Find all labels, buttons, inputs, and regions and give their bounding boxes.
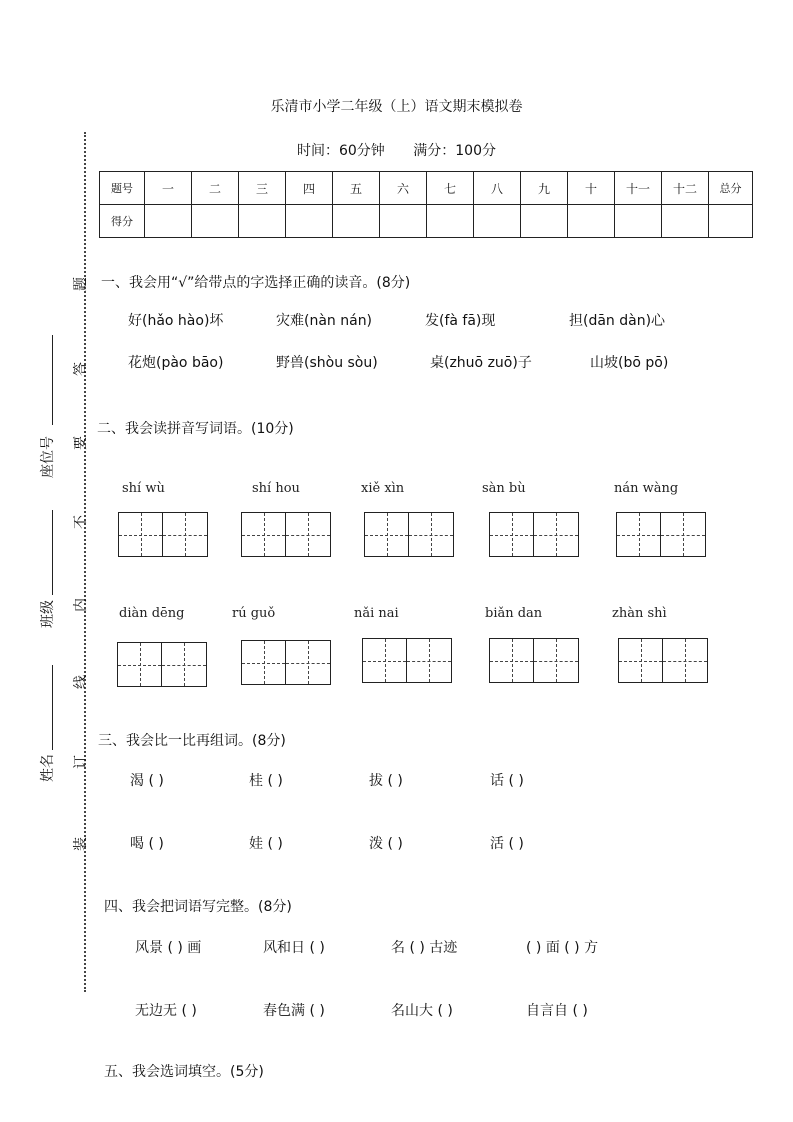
writing-grid[interactable] [241,640,331,685]
tianzige-cell[interactable] [534,512,579,557]
header-cell: 一 [145,172,192,205]
writing-grid[interactable] [489,638,579,683]
tianzige-cell[interactable] [286,512,331,557]
exam-time: 时间：60分钟 [296,143,385,159]
idiom-blank[interactable]: 名 ( ) 古迹 [391,940,458,956]
seal-char: 线 [73,675,89,689]
tianzige-cell[interactable] [286,640,331,685]
tianzige-cell[interactable] [663,638,708,683]
word-blank[interactable]: 喝 ( ) [130,836,164,852]
seal-char: 内 [73,598,89,612]
score-cell[interactable] [380,205,427,238]
seat-number-field[interactable] [52,335,53,425]
section-5-heading: 五、我会选词填空。(5分) [104,1064,264,1080]
header-cell: 六 [380,172,427,205]
pinyin-label: nán wàng [614,481,679,496]
score-row [100,205,753,238]
section-4-heading: 四、我会把词语写完整。(8分) [104,899,292,915]
header-cell: 题号 [100,172,145,205]
class-field[interactable] [52,510,53,595]
pinyin-label: shí wù [122,481,165,496]
word-blank[interactable]: 泼 ( ) [369,836,403,852]
exam-meta [0,140,793,160]
tianzige-cell[interactable] [534,638,579,683]
exam-full-score: 满分：100分 [413,143,496,159]
pinyin-label: zhàn shì [612,606,667,621]
score-cell[interactable] [192,205,239,238]
section-1-heading: 一、我会用“√”给带点的字选择正确的读音。(8分) [101,275,411,291]
header-cell: 十一 [615,172,662,205]
idiom-blank[interactable]: 自言自 ( ) [526,1003,588,1019]
word-blank[interactable]: 桂 ( ) [249,773,283,789]
score-cell[interactable] [427,205,474,238]
section-2-heading: 二、我会读拼音写词语。(10分) [97,421,294,437]
score-cell[interactable] [568,205,615,238]
tianzige-cell[interactable] [117,642,162,687]
tianzige-cell[interactable] [661,512,706,557]
score-cell[interactable] [333,205,380,238]
tianzige-cell[interactable] [489,512,534,557]
pinyin-label: shí hou [252,481,300,496]
pinyin-label: nǎi nai [354,606,399,621]
name-label: 姓名 [40,754,56,782]
tianzige-cell[interactable] [489,638,534,683]
word-blank[interactable]: 拔 ( ) [369,773,403,789]
seal-char: 不 [73,515,89,529]
class-label: 班级 [40,600,56,628]
tianzige-cell[interactable] [162,642,207,687]
pinyin-choice[interactable]: 好(hǎo hào)坏 [128,313,224,329]
pinyin-label: diàn dēng [119,606,185,621]
writing-grid[interactable] [241,512,331,557]
tianzige-cell[interactable] [618,638,663,683]
word-blank[interactable]: 话 ( ) [490,773,524,789]
header-cell: 四 [286,172,333,205]
seal-char: 要 [73,436,89,450]
tianzige-cell[interactable] [241,512,286,557]
tianzige-cell[interactable] [241,640,286,685]
writing-grid[interactable] [118,512,208,557]
binding-dotted-line [84,132,86,992]
writing-grid[interactable] [616,512,706,557]
seal-char: 答 [73,362,89,376]
writing-grid[interactable] [362,638,452,683]
header-cell: 五 [333,172,380,205]
score-cell[interactable] [239,205,286,238]
word-blank[interactable]: 活 ( ) [490,836,524,852]
pinyin-label: rú guǒ [232,606,276,621]
score-cell[interactable] [474,205,521,238]
pinyin-choice[interactable]: 发(fà fā)现 [425,313,496,329]
header-cell: 十 [568,172,615,205]
tianzige-cell[interactable] [409,512,454,557]
header-cell: 七 [427,172,474,205]
idiom-blank[interactable]: 春色满 ( ) [263,1003,325,1019]
idiom-blank[interactable]: 名山大 ( ) [391,1003,453,1019]
score-cell[interactable] [286,205,333,238]
pinyin-choice[interactable]: 山坡(bō pō) [590,355,669,371]
header-cell: 三 [239,172,286,205]
section-3-heading: 三、我会比一比再组词。(8分) [98,733,286,749]
page-title: 乐清市小学二年级（上）语文期末模拟卷 [270,99,523,115]
tianzige-cell[interactable] [362,638,407,683]
writing-grid[interactable] [489,512,579,557]
score-cell[interactable] [521,205,568,238]
word-blank[interactable]: 渴 ( ) [130,773,164,789]
seat-number-label: 座位号 [40,436,56,478]
seal-char: 订 [73,755,89,769]
tianzige-cell[interactable] [163,512,208,557]
word-blank[interactable]: 娃 ( ) [249,836,283,852]
header-cell: 总分 [709,172,753,205]
seal-char: 装 [73,837,89,851]
tianzige-cell[interactable] [616,512,661,557]
score-cell[interactable] [662,205,709,238]
pinyin-choice[interactable]: 担(dān dàn)心 [569,313,666,329]
name-field[interactable] [52,665,53,750]
seal-char: 题 [73,277,89,291]
score-header-row [100,172,753,205]
pinyin-choice[interactable]: 花炮(pào bāo) [128,355,224,371]
header-cell: 九 [521,172,568,205]
row-label: 得分 [100,205,145,238]
pinyin-choice[interactable]: 桌(zhuō zuō)子 [430,355,532,371]
idiom-blank[interactable]: 风和日 ( ) [263,940,325,956]
pinyin-label: biǎn dan [485,606,543,621]
score-cell[interactable] [709,205,753,238]
tianzige-cell[interactable] [118,512,163,557]
writing-grid[interactable] [618,638,708,683]
idiom-blank[interactable]: 无边无 ( ) [135,1003,197,1019]
header-cell: 八 [474,172,521,205]
score-cell[interactable] [145,205,192,238]
writing-grid[interactable] [364,512,454,557]
idiom-blank[interactable]: 风景 ( ) 画 [135,940,202,956]
idiom-blank[interactable]: ( ) 面 ( ) 方 [526,940,599,956]
score-table [99,171,753,238]
pinyin-label: sàn bù [482,481,526,496]
pinyin-choice[interactable]: 野兽(shòu sòu) [276,355,378,371]
header-cell: 二 [192,172,239,205]
pinyin-label: xiě xìn [361,481,405,496]
tianzige-cell[interactable] [407,638,452,683]
header-cell: 十二 [662,172,709,205]
score-cell[interactable] [615,205,662,238]
pinyin-choice[interactable]: 灾难(nàn nán) [276,313,373,329]
writing-grid[interactable] [117,642,207,687]
tianzige-cell[interactable] [364,512,409,557]
